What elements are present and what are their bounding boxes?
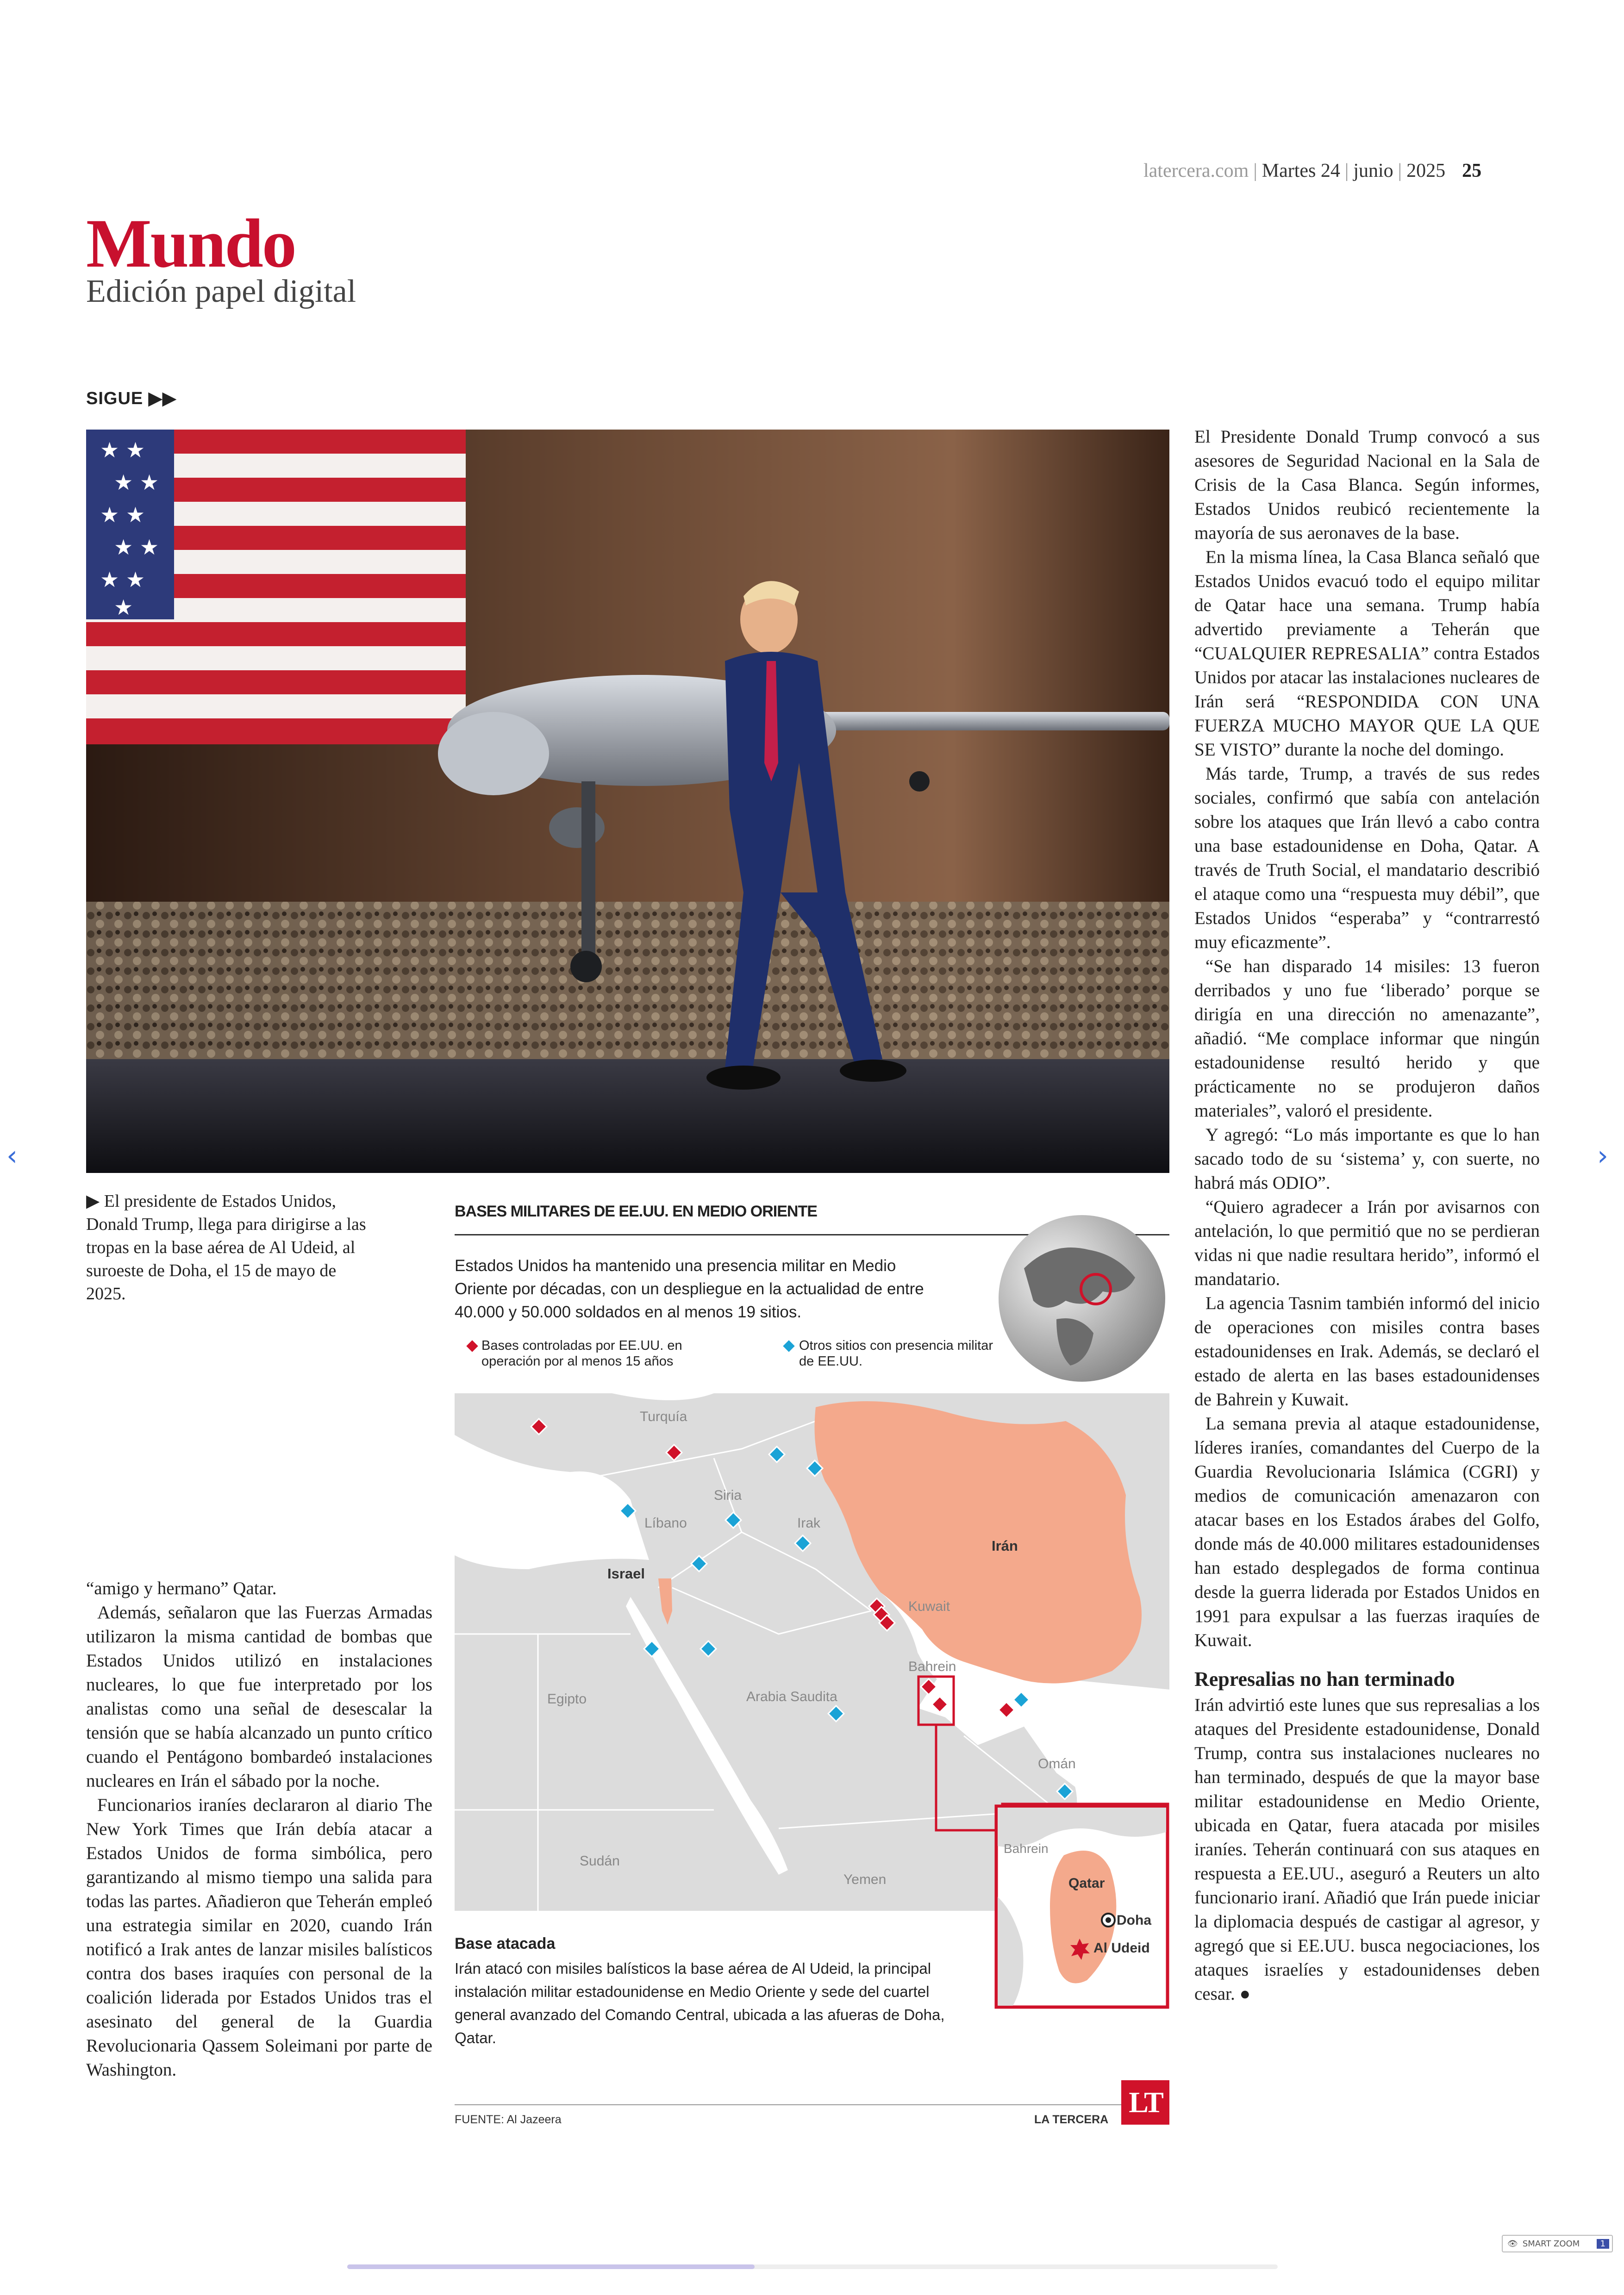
attacked-base-title: Base atacada (455, 1935, 556, 1952)
paragraph: Y agregó: “Lo más importante es que lo han sacado todo de su ‘sistema’ y, con suerte, no habrá más ODIO”. (1194, 1125, 1540, 1193)
prev-page-button[interactable]: ‹ (6, 1140, 18, 1172)
label-yemen: Yemen (843, 1872, 887, 1887)
photo-caption: ▶ El presidente de Estados Unidos, Donald Trump, llega para dirigirse a las tropas en la base aérea de Al Udeid, al suroeste de Doha, el 15 de mayo de 2025. (86, 1191, 366, 1303)
label-turquia: Turquía (640, 1409, 687, 1424)
smart-zoom-label: SMART ZOOM (1522, 2239, 1580, 2249)
paragraph: “Se han disparado 14 misiles: 13 fueron derribados y uno fue ‘liberado’ porque se dirigía en una dirección no amenazante”, añadió. “Me complace informar que ningún estadounidense resultó herido y que prácticamente no se produjeron daños materiales”, valoró el presidente. (1194, 956, 1540, 1121)
next-page-button[interactable]: › (1597, 1140, 1608, 1172)
header-month: junio (1353, 160, 1393, 181)
legend-red: Bases controladas por EE.UU. en operación por al menos 15 años (481, 1338, 682, 1369)
label-kuwait: Kuwait (908, 1599, 950, 1614)
qatar-inset-map (994, 1804, 1169, 2009)
svg-text:★ ★: ★ ★ (114, 470, 159, 495)
label-israel: Israel (607, 1565, 645, 1582)
page-header-info: latercera.com | Martes 24 | junio | 2025 25 (1143, 160, 1482, 181)
header-year: 2025 (1406, 160, 1446, 181)
attacked-base-text: Irán atacó con misiles balísticos la base aérea de Al Udeid, la principal instalación militar estadounidense en Medio Oriente y sede del cuartel general avanzado del Comando Central, ubicada a las afueras de Doha, Qatar. (455, 1960, 945, 2046)
legend-red-diamond-icon (464, 1338, 481, 1354)
paragraph: La semana previa al ataque estadounidense, líderes iraníes, comandantes del Cuerpo de la Guardia Revolucionaria Islámica (CGRI) y medios de comunicación amenazaron con atacar bases en los Estados árabes del Golfo, donde más de 40.000 militares estadounidenses han estado desplegados de forma continua desde la guerra liderada por Estados Unidos en 1991 para expulsar a las fuerzas iraquíes de Kuwait. (1194, 1414, 1540, 1650)
globe-icon (996, 1213, 1168, 1384)
edition-subtitle: Edición papel digital (86, 274, 356, 309)
label-siria: Siria (714, 1488, 742, 1503)
paragraph: El Presidente Donald Trump convocó a sus asesores de Seguridad Nacional en la Sala de Crisis de la Casa Blanca. Según informes, Estados Unidos reubicó recientemente la mayoría de sus aeronaves de la base. (1194, 427, 1540, 543)
inset-label-al-udeid: Al Udeid (1093, 1940, 1150, 1956)
paragraph: Irán advirtió este lunes que sus represalias a los ataques del Presidente estadounidense, Donald Trump, contra sus instalaciones nucleares no han terminado, después de que la mayor base militar estadounidense en Medio Oriente, ubicada en Qatar, fuera atacada por misiles iraníes. Teherán continuará con sus ataques en respuesta a EE.UU., aseguró a Reuters un alto funcionario iraní. Añadió que Irán puede iniciar la diplomacia después de castigar al agresor, y agregó que si EE.UU. busca negociaciones, los ataques israelíes y estadounidenses deben cesar. ● (1194, 1695, 1540, 2004)
us-flag (86, 430, 466, 744)
zoom-page-badge: 1 (1597, 2239, 1609, 2249)
divider (455, 2104, 1169, 2105)
label-bahrein: Bahrein (908, 1659, 956, 1674)
right-column-article (1194, 425, 1540, 2006)
paragraph: “amigo y hermano” Qatar. (86, 1578, 277, 1598)
label-irak: Irak (797, 1515, 821, 1531)
infographic (455, 1194, 1169, 2139)
page-scrollbar-thumb[interactable] (347, 2264, 755, 2269)
paragraph: “Quiero agradecer a Irán por avisarnos con antelación, lo que permitió que no se perdieran vidas ni que nadie resultara herido”, informó el mandatario. (1194, 1197, 1540, 1289)
svg-text:★ ★: ★ ★ (100, 567, 145, 592)
inset-label-bahrein: Bahrein (1004, 1841, 1049, 1856)
inset-label-doha: Doha (1117, 1913, 1151, 1928)
infographic-source: FUENTE: Al Jazeera (455, 2113, 562, 2126)
svg-text:★ ★: ★ ★ (100, 437, 145, 462)
svg-text:★ ★: ★ ★ (100, 502, 145, 527)
infographic-credit: LA TERCERA (1034, 2113, 1109, 2126)
label-sudan: Sudán (580, 1853, 620, 1869)
infographic-intro: Estados Unidos ha mantenido una presencia militar en Medio Oriente por décadas, con un despliegue en la actualidad de entre 40.000 y 50.000 soldados en al menos 19 sitios. (455, 1257, 924, 1321)
subheading: Represalias no han terminado (1194, 1668, 1455, 1690)
section-title: Mundo (86, 205, 295, 282)
inset-label-qatar: Qatar (1068, 1876, 1105, 1891)
header-day: Martes 24 (1262, 160, 1340, 181)
sigue-label: SIGUE ▶▶ (86, 389, 177, 408)
legend-blue: Otros sitios con presencia militar de EE.UU. (799, 1338, 993, 1369)
legend-blue-diamond-icon (781, 1338, 797, 1354)
label-oman: Omán (1038, 1756, 1076, 1771)
svg-text:★: ★ (114, 595, 133, 620)
site-name[interactable]: latercera.com (1143, 160, 1249, 181)
label-arabia: Arabia Saudita (746, 1689, 837, 1704)
main-photo (86, 430, 1169, 1173)
paragraph: Además, señalaron que las Fuerzas Armadas utilizaron la misma cantidad de bombas que Estados Unidos utilizó en instalaciones nucleares, lo que fue interpretado por los analistas como una señal de desescalar la tensión que se había alcanzado un punto crítico cuando el Pentágono bombardeó instalaciones nucleares en Irán el sábado por la noche. (86, 1603, 432, 1791)
svg-text:★ ★: ★ ★ (114, 535, 159, 560)
label-iran: Irán (992, 1538, 1018, 1554)
smart-zoom-button[interactable] (1502, 2235, 1613, 2252)
paragraph: Funcionarios iraníes declararon al diario The New York Times que Irán debía atacar a Estados Unidos de forma simbólica, pero garantizando al mismo tiempo una salida para todas las partes. Añadieron que Teherán empleó una estrategia similar en 2020, cuando Irán notificó a Irak antes de lanzar misiles balísticos contra dos bases iraquíes con personal de la coalición liderada por Estados Unidos tras el asesinato del general de la Guardia Revolucionaria Qassem Soleimani por parte de Washington. (86, 1795, 432, 2080)
label-libano: Líbano (644, 1515, 687, 1531)
infographic-title: BASES MILITARES DE EE.UU. EN MEDIO ORIENTE (455, 1203, 817, 1220)
la-tercera-logo: LT (1121, 2080, 1169, 2125)
eye-icon: 👁 (1507, 2239, 1518, 2249)
left-column-article (86, 1577, 432, 2082)
paragraph: Más tarde, Trump, a través de sus redes sociales, confirmó que sabía con antelación sobre los ataques que Irán llevó a cabo contra una base estadounidense en Doha, Qatar. A través de Truth Social, el mandatario describió el ataque como una “respuesta muy débil”, que Estados Unidos “esperaba” y “contrarrestó muy eficazmente”. (1194, 764, 1540, 952)
paragraph: La agencia Tasnim también informó del inicio de operaciones con misiles contra bases estadounidenses en Irak. Además, se declaró el estado de alerta en las bases estadounidenses de Bahrein y Kuwait. (1194, 1293, 1540, 1409)
paragraph: En la misma línea, la Casa Blanca señaló que Estados Unidos evacuó todo el equipo militar de Qatar hace una semana. Trump había advertido previamente a Teherán que “CUALQUIER REPRESALIA” contra Estados Unidos por atacar las instalaciones nucleares de Irán será “RESPONDIDA CON UNA FUERZA MUCHO MAYOR QUE LA QUE SE VISTO” durante la noche del domingo. (1194, 547, 1540, 760)
page-number: 25 (1462, 160, 1482, 181)
label-egipto: Egipto (547, 1691, 587, 1707)
photo-illustration (86, 430, 1169, 1173)
